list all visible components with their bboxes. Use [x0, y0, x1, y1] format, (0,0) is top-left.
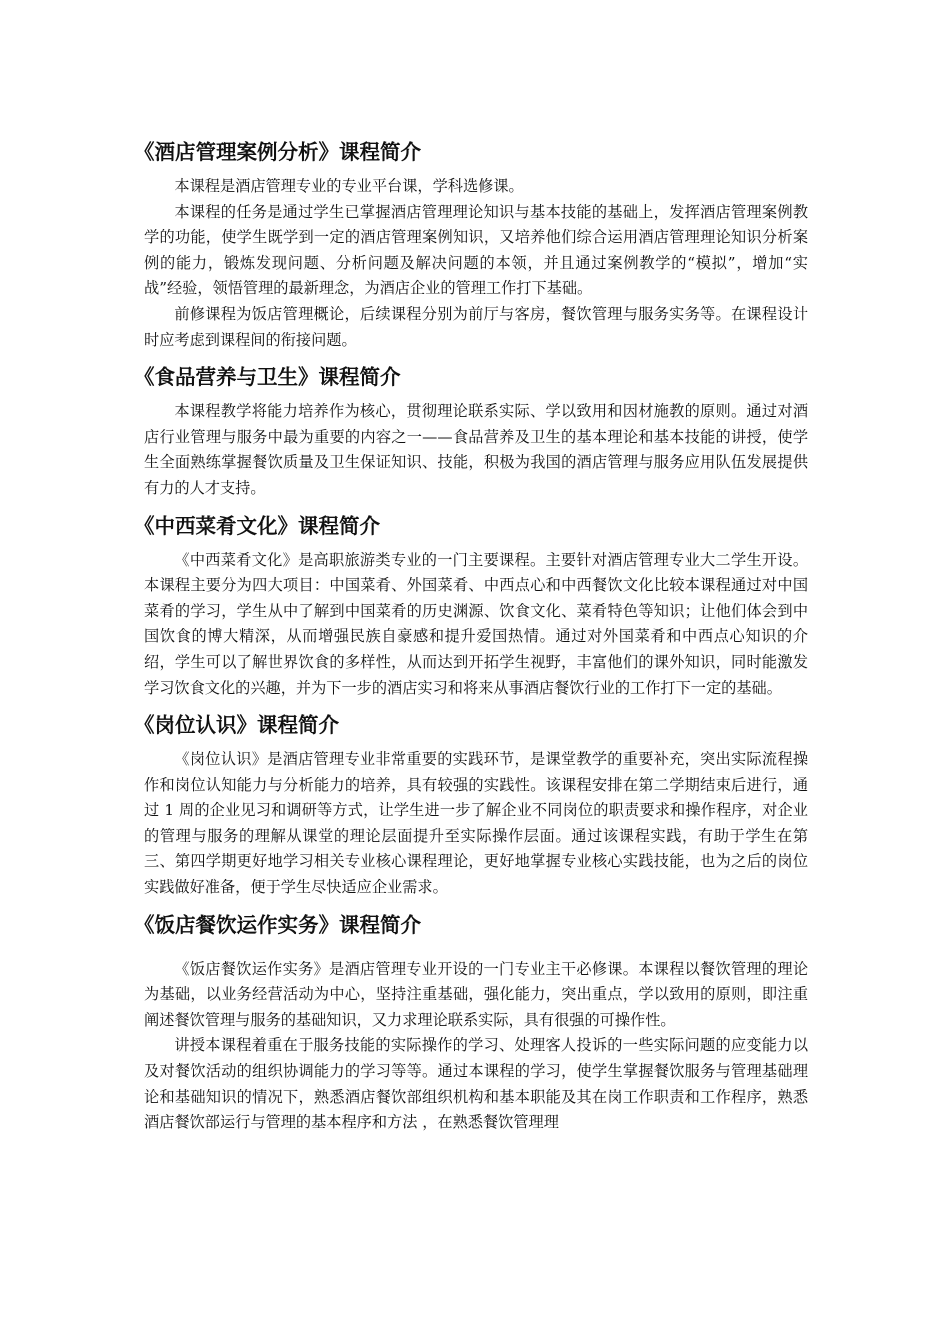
section-paragraph: 本课程的任务是通过学生已掌握酒店管理理论知识与基本技能的基础上，发挥酒店管理案例教学的功能，使学生既学到一定的酒店管理案例知识，又培养他们综合运用酒店管理理论知识分析案例的能力，锻炼发现问题、分析问题及解决问题的本领，并且通过案例教学的“模拟”，增加“实战”经验，领悟管理的最新理念，为酒店企业的管理工作打下基础。 — [144, 202, 808, 298]
document-page — [134, 134, 808, 1136]
section-food-nutrition — [134, 359, 808, 501]
section-paragraph: 《饭店餐饮运作实务》是酒店管理专业开设的一门专业主干必修课。本课程以餐饮管理的理论为基础，以业务经营活动为中心，坚持注重基础，强化能力，突出重点，学以致用的原则，即注重阐述餐饮管理与服务的基础知识，又力求理论联系实际，具有很强的可操作性。 — [144, 959, 808, 1029]
section-cuisine-culture — [134, 508, 808, 702]
section-job-cognition — [134, 707, 808, 901]
section-title: 《酒店管理案例分析》课程简介 — [134, 140, 421, 164]
section-title: 《中西菜肴文化》课程简介 — [134, 513, 380, 538]
section-paragraph: 讲授本课程着重在于服务技能的实际操作的学习、处理客人投诉的一些实际问题的应变能力以及对餐饮活动的组织协调能力的学习等等。通过本课程的学习，使学生掌握餐饮服务与管理基础理论和基础知识的情况下，熟悉酒店餐饮部组织机构和基本职能及其在岗工作职责和工作程序，熟悉酒店餐饮部运行与管理的基本程序和方法 ，在熟悉餐饮管理理 — [144, 1036, 808, 1132]
section-paragraph: 本课程教学将能力培养作为核心，贯彻理论联系实际、学以致用和因材施教的原则。通过对酒店行业管理与服务中最为重要的内容之一——食品营养及卫生的基本理论和基本技能的讲授，使学生全面熟练掌握餐饮质量及卫生保证知识、技能，积极为我国的酒店管理与服务应用队伍发展提供有力的人才支持。 — [144, 402, 808, 497]
section-restaurant-operations — [134, 907, 808, 1136]
section-paragraph: 本课程是酒店管理专业的专业平台课，学科选修课。 — [174, 177, 524, 195]
section-paragraph: 《中西菜肴文化》是高职旅游类专业的一门主要课程。主要针对酒店管理专业大二学生开设。本课程主要分为四大项目：中国菜肴、外国菜肴、中西点心和中西餐饮文化比较本课程通过对中国菜肴的学习，学生从中了解到中国菜肴的历史渊源、饮食文化、菜肴特色等知识；让他们体会到中国饮食的博大精深，从而增强民族自豪感和提升爱国热情。通过对外国菜肴和中西点心知识的介绍，学生可以了解世界饮食的多样性，从而达到开拓学生视野，丰富他们的课外知识，同时能激发学习饮食文化的兴趣，并为下一步的酒店实习和将来从事酒店餐饮行业的工作打下一定的基础。 — [144, 550, 808, 697]
section-paragraph: 《岗位认识》是酒店管理专业非常重要的实践环节，是课堂教学的重要补充，突出实际流程操作和岗位认知能力与分析能力的培养，具有较强的实践性。该课程安排在第二学期结束后进行，通过 1 周的企业见习和调研等方式，让学生进一步了解企业不同岗位的职责要求和操作程序，对企业的管理与服务的理解从课堂的理论层面提升至实际操作层面。通过该课程实践，有助于学生在第三、第四学期更好地学习相关专业核心课程理论，更好地掌握专业核心实践技能，也为之后的岗位实践做好准备，便于学生尽快适应企业需求。 — [144, 750, 808, 897]
section-title: 《食品营养与卫生》课程简介 — [134, 365, 401, 390]
section-paragraph: 前修课程为饭店管理概论，后续课程分别为前厅与客房，餐饮管理与服务实务等。在课程设计时应考虑到课程间的衔接问题。 — [144, 304, 808, 349]
section-title: 《岗位认识》课程简介 — [134, 713, 339, 738]
section-title: 《饭店餐饮运作实务》课程简介 — [134, 912, 421, 937]
section-hotel-case-analysis — [134, 134, 808, 353]
